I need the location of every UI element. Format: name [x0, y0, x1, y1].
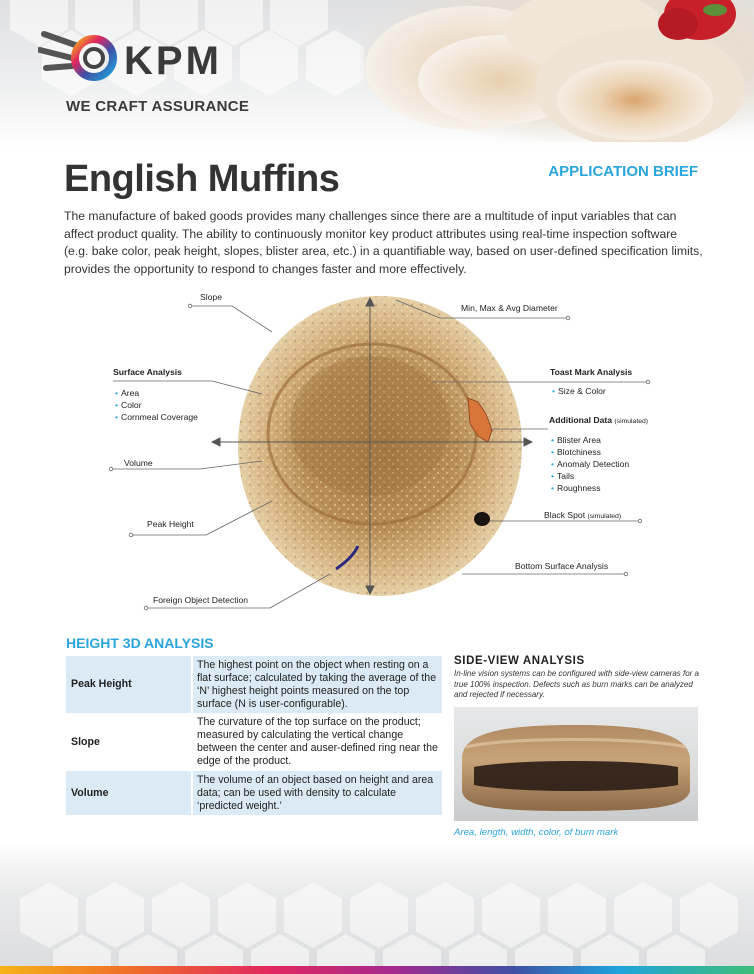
tagline: WE CRAFT ASSURANCE: [66, 98, 250, 115]
row-desc: The highest point on the object when resting on a flat surface; calculated by taking the average of the ‘N’ highest height points measured on the top surface (N is user-configurable).: [192, 656, 442, 713]
label-black-spot: [544, 510, 621, 520]
row-name: Peak Height: [66, 656, 192, 713]
toast-item: • Size & Color: [552, 385, 606, 397]
label-slope: Slope: [200, 292, 222, 302]
kpm-logo: [38, 28, 248, 88]
black-spot-note: (simulated): [587, 513, 622, 520]
additional-data-title: Additional Data: [549, 415, 613, 425]
label-bottom-surface: Bottom Surface Analysis: [515, 561, 609, 571]
label-diameter: Min, Max & Avg Diameter: [461, 303, 558, 313]
brand-color-bar: [0, 966, 754, 974]
height-3d-table: [66, 656, 442, 815]
additional-data-list: [551, 434, 629, 494]
surface-analysis-list: [115, 387, 198, 423]
additional-item: • Blister Area: [551, 434, 629, 446]
document-type: APPLICATION BRIEF: [548, 163, 698, 180]
side-view-caption: Area, length, width, color, of burn mark: [454, 827, 619, 838]
label-foreign-object: Foreign Object Detection: [153, 595, 249, 605]
row-desc: The curvature of the top surface on the product; measured by calculating the vertical change between the center and auser-defined ring near the edge of the product.: [192, 713, 442, 771]
label-volume: Volume: [124, 458, 153, 468]
side-view-text: In-line vision systems can be configured with side-view cameras for a true 100% inspection. Defects such as burn marks can be analyzed and rejected if necessary.: [454, 669, 699, 700]
table-row: [66, 713, 442, 771]
black-spot: [474, 512, 490, 526]
muffin-diagram: [0, 286, 754, 616]
table-row: [66, 656, 442, 713]
surface-item: • Color: [115, 399, 198, 411]
surface-item: • Cornmeal Coverage: [115, 411, 198, 423]
table-row: [66, 771, 442, 815]
side-view-photo: [454, 707, 698, 821]
page-title: English Muffins: [64, 158, 340, 200]
label-surface-analysis: Surface Analysis: [113, 367, 182, 377]
additional-item: • Roughness: [551, 482, 629, 494]
height-3d-title: HEIGHT 3D ANALYSIS: [66, 635, 214, 651]
side-view-title: SIDE-VIEW ANALYSIS: [454, 655, 585, 667]
additional-item: • Tails: [551, 470, 629, 482]
additional-item: • Anomaly Detection: [551, 458, 629, 470]
intro-paragraph: The manufacture of baked goods provides many challenges since there are a multitude of input variables that can affect product quality. The ability to continuously monitor key product attributes using real-time inspection software (e.g. bake color, peak height, slopes, blister area, etc.) in a quantifiable way, based on user-defined specification limits, provides the opportunity to respond to changes faster and more effectively.: [64, 209, 703, 276]
label-toast-mark: Toast Mark Analysis: [550, 367, 633, 377]
muffins-photo: [360, 0, 754, 142]
row-name: Volume: [66, 771, 192, 815]
row-desc: The volume of an object based on height and area data; can be used with density to calculate ‘predicted weight.’: [192, 771, 442, 815]
muffin-image: [238, 296, 522, 596]
footer-background: [0, 842, 754, 966]
surface-item: • Area: [115, 387, 198, 399]
row-name: Slope: [71, 735, 100, 748]
black-spot-title: Black Spot: [544, 510, 586, 520]
toast-mark-list: [552, 385, 606, 397]
brand-name: KPM: [124, 39, 222, 83]
additional-data-note: (simulated): [614, 418, 649, 425]
label-peak-height: Peak Height: [147, 519, 194, 529]
additional-item: • Blotchiness: [551, 446, 629, 458]
label-additional-data: [549, 415, 649, 425]
